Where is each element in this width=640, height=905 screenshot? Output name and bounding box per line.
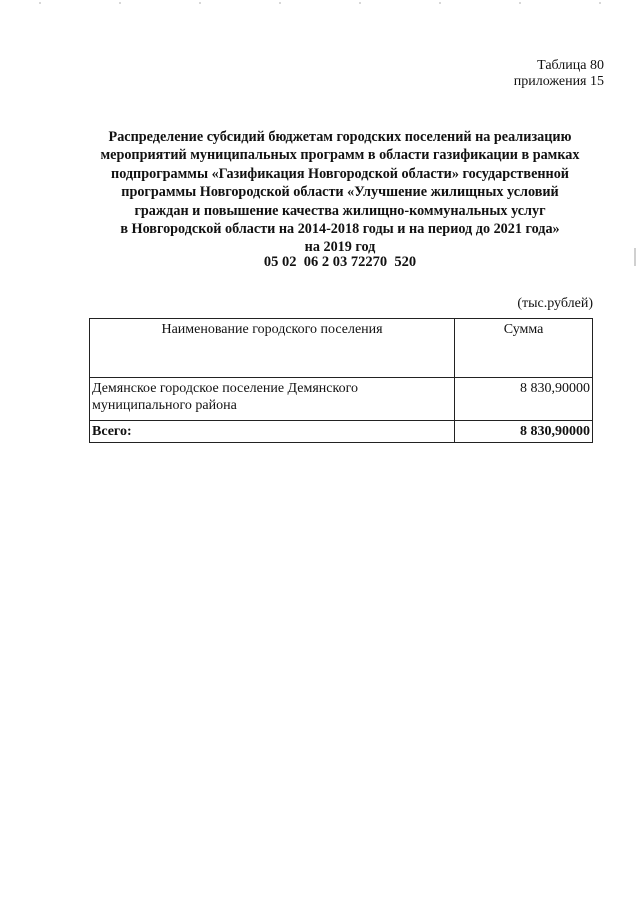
- scan-artifact-edge: [634, 248, 636, 266]
- title-line: в Новгородской области на 2014-2018 годы и на период до 2021 года»: [120, 221, 560, 238]
- scan-artifact-dots: [0, 2, 640, 6]
- units-label: (тыс.рублей): [517, 296, 593, 311]
- document-title: [60, 128, 620, 257]
- budget-classification-code: 05 02 06 2 03 72270 520: [263, 254, 417, 270]
- header-sum: Сумма: [455, 319, 593, 378]
- table-number: Таблица 80: [537, 58, 604, 73]
- settlement-name-cell: Демянское городское поселение Демянского муниципального района: [90, 378, 455, 421]
- title-line: Распределение субсидий бюджетам городских поселений на реализацию: [108, 129, 572, 145]
- settlement-sum-cell: 8 830,90000: [455, 378, 593, 421]
- title-line: программы Новгородской области «Улучшение жилищных условий: [121, 184, 559, 201]
- total-sum-cell: 8 830,90000: [455, 421, 593, 443]
- title-line: граждан и повышение качества жилищно-коммунальных услуг: [134, 202, 546, 219]
- table-header-row: [90, 319, 593, 378]
- appendix-number: приложения 15: [513, 74, 604, 89]
- title-line: на 2019 год: [304, 239, 376, 256]
- total-label-cell: Всего:: [90, 421, 455, 443]
- table-reference: [514, 58, 604, 90]
- table-total-row: [90, 421, 593, 443]
- table-row: [90, 378, 593, 421]
- title-line: подпрограммы «Газификация Новгородской области» государственной: [111, 165, 569, 182]
- subsidy-table: [89, 318, 593, 443]
- header-settlement-name: Наименование городского поселения: [90, 319, 455, 378]
- title-line: мероприятий муниципальных программ в области газификации в рамках: [100, 147, 580, 164]
